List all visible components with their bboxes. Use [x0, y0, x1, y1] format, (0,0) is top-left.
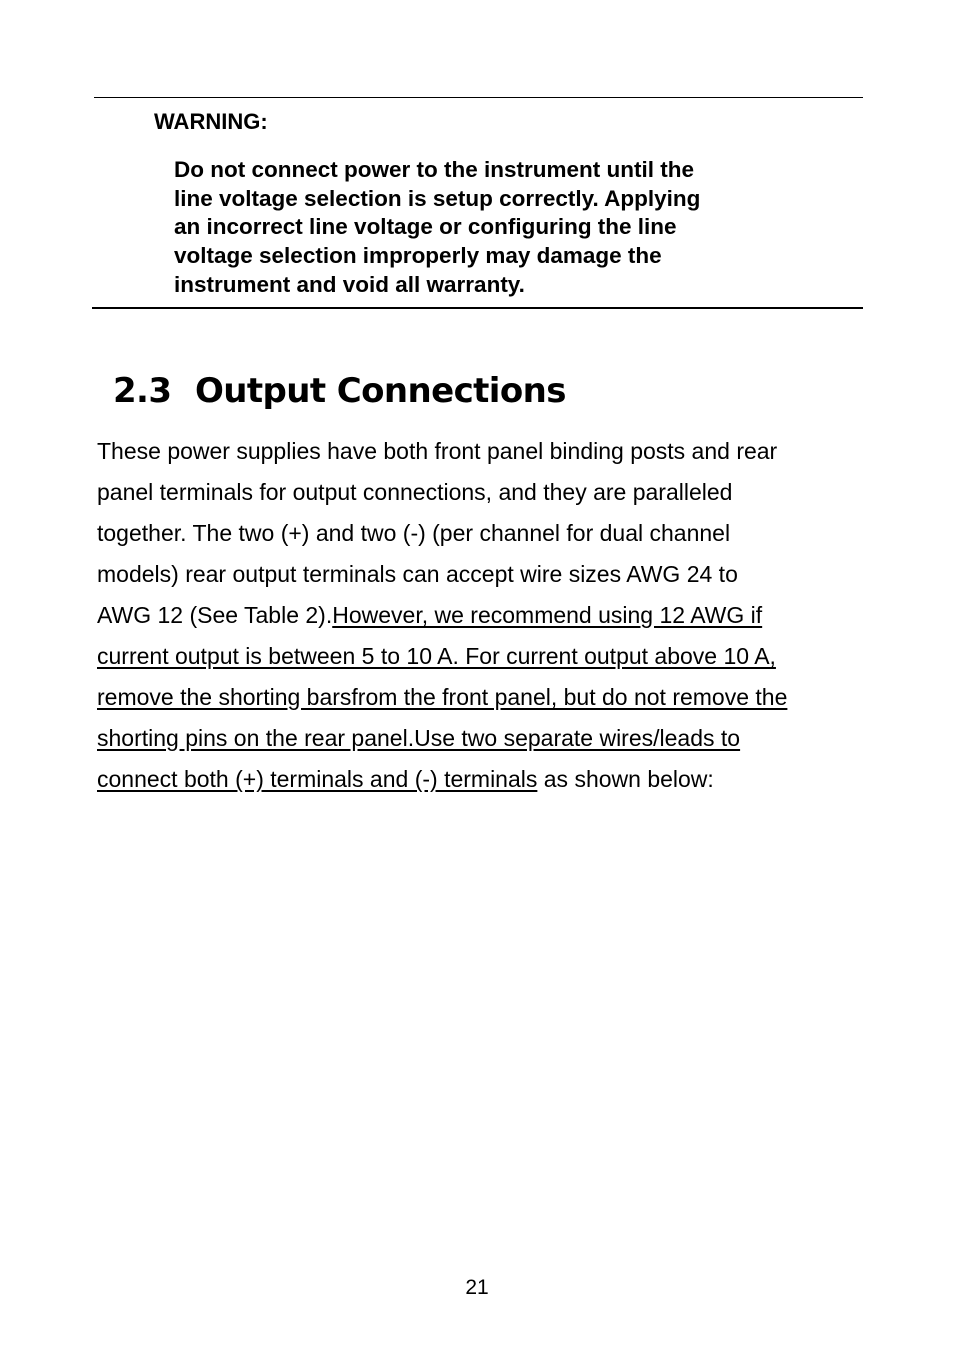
- paragraph-line: [97, 718, 787, 759]
- paragraph-line: models) rear output terminals can accept wire sizes AWG 24 to: [97, 561, 738, 587]
- paragraph-line: [97, 636, 787, 677]
- paragraph-line: [97, 595, 787, 636]
- section-heading: [113, 366, 566, 416]
- paragraph-line: together. The two (+) and two (-) (per channel for dual channel: [97, 520, 731, 546]
- paragraph-line: panel terminals for output connections, and they are paralleled: [97, 479, 733, 505]
- underlined-text: current output is between 5 to 10 A. For current output above 10 A,: [97, 643, 776, 669]
- underlined-text: remove the shorting barsfrom the front panel, but do not remove the: [97, 684, 788, 710]
- warning-text: [174, 156, 700, 300]
- paragraph-line: [97, 677, 787, 718]
- warning-line: an incorrect line voltage or configuring the line: [174, 214, 677, 240]
- page-number: 21: [465, 1276, 489, 1299]
- section-title: Output Connections: [195, 371, 566, 411]
- underlined-text: connect both (+) terminals and (-) terminals: [97, 766, 538, 792]
- warning-top-rule: [94, 97, 863, 98]
- warning-line: instrument and void all warranty.: [174, 271, 525, 297]
- body-paragraph: [97, 431, 787, 800]
- warning-label: WARNING:: [154, 109, 268, 134]
- warning-bottom-rule: [92, 307, 863, 309]
- plain-text: as shown below:: [537, 766, 714, 792]
- underlined-text: shorting pins on the rear panel.Use two separate wires/leads to: [97, 725, 741, 751]
- warning-line: voltage selection improperly may damage the: [174, 243, 662, 269]
- warning-line: line voltage selection is setup correctly. Applying: [174, 185, 701, 211]
- section-number: 2.3: [113, 371, 172, 411]
- underlined-text: However, we recommend using 12 AWG if: [332, 602, 763, 628]
- plain-text: AWG 12 (See Table 2).: [97, 602, 333, 628]
- warning-line: Do not connect power to the instrument until the: [174, 157, 694, 182]
- paragraph-line: [97, 759, 787, 800]
- paragraph-line: These power supplies have both front panel binding posts and rear: [97, 438, 778, 464]
